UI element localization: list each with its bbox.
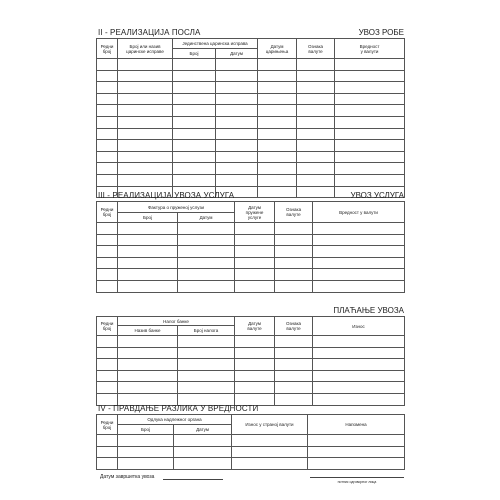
table-cell[interactable] bbox=[118, 116, 173, 128]
table-cell[interactable] bbox=[232, 435, 308, 447]
table-cell[interactable] bbox=[118, 105, 173, 117]
table-cell[interactable] bbox=[335, 174, 405, 186]
header-vrednost-u-valuti: Вредност у валути bbox=[313, 202, 405, 223]
table-cell[interactable] bbox=[173, 70, 216, 82]
table-cell[interactable] bbox=[178, 257, 235, 269]
table-cell[interactable] bbox=[118, 59, 173, 71]
table-cell[interactable] bbox=[173, 82, 216, 94]
table-cell[interactable] bbox=[118, 359, 178, 371]
section-iv-title: IV - ПРАВДАЊЕ РАЗЛИКА У ВРЕДНОСТИ bbox=[98, 404, 259, 413]
header-faktura-datum: Датум bbox=[178, 213, 235, 223]
table-cell[interactable] bbox=[235, 370, 275, 382]
table-placanje-uvoza bbox=[96, 316, 405, 406]
table-cell[interactable] bbox=[297, 70, 335, 82]
table-cell[interactable] bbox=[216, 70, 258, 82]
table-cell[interactable] bbox=[178, 280, 235, 292]
table-cell[interactable] bbox=[216, 82, 258, 94]
table-cell[interactable] bbox=[174, 435, 232, 447]
header-naziv-banke: Назив банке bbox=[118, 326, 178, 336]
table-cell[interactable] bbox=[335, 82, 405, 94]
table-cell[interactable] bbox=[97, 234, 118, 246]
table-row bbox=[97, 223, 405, 235]
header-oznaka-valute: Ознака валуте bbox=[275, 317, 313, 336]
table-cell[interactable] bbox=[97, 336, 118, 348]
table-cell[interactable] bbox=[118, 446, 174, 458]
table-row bbox=[97, 93, 405, 105]
header-vrednost-u-valuti: Вредност у валути bbox=[335, 39, 405, 59]
table-cell[interactable] bbox=[216, 128, 258, 140]
table-cell[interactable] bbox=[235, 359, 275, 371]
table-cell[interactable] bbox=[97, 370, 118, 382]
table-row bbox=[97, 174, 405, 186]
table-cell[interactable] bbox=[216, 105, 258, 117]
table-cell[interactable] bbox=[235, 269, 275, 281]
table-cell[interactable] bbox=[275, 223, 313, 235]
table-cell[interactable] bbox=[232, 446, 308, 458]
table-cell[interactable] bbox=[97, 151, 118, 163]
header-oznaka-valute: Ознака валуте bbox=[297, 39, 335, 59]
table-cell[interactable] bbox=[97, 116, 118, 128]
table-cell[interactable] bbox=[97, 163, 118, 175]
table-cell[interactable] bbox=[297, 151, 335, 163]
table-cell[interactable] bbox=[235, 347, 275, 359]
table-row bbox=[97, 336, 405, 348]
table-row bbox=[97, 234, 405, 246]
table-cell[interactable] bbox=[335, 128, 405, 140]
header-broj-naloga: Број налога bbox=[178, 326, 235, 336]
table-cell[interactable] bbox=[216, 151, 258, 163]
table-row bbox=[97, 458, 405, 470]
table-cell[interactable] bbox=[118, 82, 173, 94]
table-cell[interactable] bbox=[335, 140, 405, 152]
table-cell[interactable] bbox=[97, 280, 118, 292]
table-row bbox=[97, 105, 405, 117]
table-cell[interactable] bbox=[335, 105, 405, 117]
table-cell[interactable] bbox=[97, 458, 118, 470]
table-cell[interactable] bbox=[118, 370, 178, 382]
table-cell[interactable] bbox=[313, 223, 405, 235]
table-cell[interactable] bbox=[275, 246, 313, 258]
section-iii-title: III - РЕАЛИЗАЦИЈА УВОЗА УСЛУГА bbox=[98, 191, 235, 200]
table-cell[interactable] bbox=[178, 223, 235, 235]
table-cell[interactable] bbox=[118, 128, 173, 140]
table-cell[interactable] bbox=[313, 246, 405, 258]
table-cell[interactable] bbox=[173, 140, 216, 152]
table-cell[interactable] bbox=[178, 234, 235, 246]
table-cell[interactable] bbox=[97, 382, 118, 394]
table-cell[interactable] bbox=[174, 458, 232, 470]
table-cell[interactable] bbox=[235, 234, 275, 246]
table-cell[interactable] bbox=[174, 446, 232, 458]
table-cell[interactable] bbox=[173, 163, 216, 175]
header-iznos-u-stranoj-valuti: Износ у страној валути bbox=[232, 415, 308, 435]
table-cell[interactable] bbox=[118, 93, 173, 105]
table-cell[interactable] bbox=[275, 382, 313, 394]
table-cell[interactable] bbox=[216, 59, 258, 71]
section-ii-title: II - РЕАЛИЗАЦИЈА ПОСЛА bbox=[98, 28, 201, 37]
table-cell[interactable] bbox=[275, 234, 313, 246]
table-cell[interactable] bbox=[275, 336, 313, 348]
table-cell[interactable] bbox=[97, 223, 118, 235]
table-cell[interactable] bbox=[97, 105, 118, 117]
table-cell[interactable] bbox=[335, 163, 405, 175]
table-cell[interactable] bbox=[216, 163, 258, 175]
table-cell[interactable] bbox=[118, 163, 173, 175]
table-row bbox=[97, 116, 405, 128]
table-row bbox=[97, 359, 405, 371]
table-cell[interactable] bbox=[313, 280, 405, 292]
header-nalog-banke: Налог банке bbox=[118, 317, 235, 326]
header-odluka-broj: Број bbox=[118, 425, 174, 435]
table-cell[interactable] bbox=[118, 347, 178, 359]
header-redni-broj: Редни број bbox=[97, 415, 118, 435]
table-cell[interactable] bbox=[313, 347, 405, 359]
header-redni-broj: Редни број bbox=[97, 202, 118, 223]
table-row bbox=[97, 435, 405, 447]
table-cell[interactable] bbox=[216, 93, 258, 105]
header-oznaka-valute: Ознака валуте bbox=[275, 202, 313, 223]
table-cell[interactable] bbox=[178, 370, 235, 382]
table-cell[interactable] bbox=[97, 140, 118, 152]
table-cell[interactable] bbox=[258, 105, 297, 117]
potpis-label: потпис одговорног лица bbox=[337, 480, 377, 484]
table-cell[interactable] bbox=[308, 435, 405, 447]
header-iznos: Износ bbox=[313, 317, 405, 336]
table-cell[interactable] bbox=[178, 359, 235, 371]
table-cell[interactable] bbox=[173, 128, 216, 140]
table-cell[interactable] bbox=[97, 70, 118, 82]
table-cell[interactable] bbox=[258, 128, 297, 140]
table-section-ii bbox=[96, 38, 405, 198]
table-cell[interactable] bbox=[97, 128, 118, 140]
table-cell[interactable] bbox=[118, 458, 174, 470]
table-cell[interactable] bbox=[297, 140, 335, 152]
table-cell[interactable] bbox=[297, 128, 335, 140]
table-cell[interactable] bbox=[297, 116, 335, 128]
table-cell[interactable] bbox=[297, 82, 335, 94]
table-row bbox=[97, 70, 405, 82]
header-faktura: Фактура о пруженој услузи bbox=[118, 202, 235, 213]
table-cell[interactable] bbox=[308, 446, 405, 458]
table-cell[interactable] bbox=[97, 435, 118, 447]
table-cell[interactable] bbox=[258, 163, 297, 175]
table-cell[interactable] bbox=[297, 93, 335, 105]
table-cell[interactable] bbox=[178, 269, 235, 281]
header-datum-carinjenja: Датум царињења bbox=[258, 39, 297, 59]
header-faktura-broj: Број bbox=[118, 213, 178, 223]
table-cell[interactable] bbox=[118, 246, 178, 258]
table-cell[interactable] bbox=[335, 93, 405, 105]
datum-zavrsetka-line[interactable] bbox=[163, 479, 223, 480]
table-cell[interactable] bbox=[97, 174, 118, 186]
table-cell[interactable] bbox=[297, 163, 335, 175]
table-cell[interactable] bbox=[258, 174, 297, 186]
table-cell[interactable] bbox=[258, 59, 297, 71]
table-cell[interactable] bbox=[232, 458, 308, 470]
table-cell[interactable] bbox=[118, 382, 178, 394]
section-iii-right-title: УВОЗ УСЛУГА bbox=[350, 191, 404, 200]
table-cell[interactable] bbox=[297, 105, 335, 117]
table-cell[interactable] bbox=[118, 435, 174, 447]
header-broj-ili-naziv: Број или назив царинске исправе bbox=[118, 39, 173, 59]
table-section-iii bbox=[96, 201, 405, 293]
section-placanje-title: ПЛАЋАЊЕ УВОЗА bbox=[333, 306, 404, 315]
table-cell[interactable] bbox=[216, 140, 258, 152]
table-cell[interactable] bbox=[118, 257, 178, 269]
table-cell[interactable] bbox=[335, 151, 405, 163]
table-cell[interactable] bbox=[97, 359, 118, 371]
table-cell[interactable] bbox=[118, 174, 173, 186]
table-cell[interactable] bbox=[118, 223, 178, 235]
table-cell[interactable] bbox=[235, 223, 275, 235]
table-row bbox=[97, 347, 405, 359]
table-cell[interactable] bbox=[235, 280, 275, 292]
table-cell[interactable] bbox=[97, 446, 118, 458]
header-odluka-datum: Датум bbox=[174, 425, 232, 435]
table-cell[interactable] bbox=[173, 105, 216, 117]
table-row bbox=[97, 82, 405, 94]
table-cell[interactable] bbox=[313, 359, 405, 371]
table-cell[interactable] bbox=[97, 59, 118, 71]
header-jci-datum: Датум bbox=[216, 49, 258, 59]
table-cell[interactable] bbox=[258, 186, 297, 198]
table-row bbox=[97, 370, 405, 382]
table-cell[interactable] bbox=[275, 359, 313, 371]
table-cell[interactable] bbox=[178, 336, 235, 348]
table-row bbox=[97, 269, 405, 281]
table-cell[interactable] bbox=[216, 116, 258, 128]
table-cell[interactable] bbox=[178, 382, 235, 394]
table-row bbox=[97, 59, 405, 71]
table-cell[interactable] bbox=[275, 280, 313, 292]
table-cell[interactable] bbox=[173, 174, 216, 186]
table-cell[interactable] bbox=[258, 82, 297, 94]
table-cell[interactable] bbox=[313, 234, 405, 246]
table-cell[interactable] bbox=[118, 269, 178, 281]
table-section-iv bbox=[96, 414, 405, 470]
header-odluka: Одлука надлежног органа bbox=[118, 415, 232, 425]
table-row bbox=[97, 280, 405, 292]
table-row bbox=[97, 257, 405, 269]
table-cell[interactable] bbox=[313, 257, 405, 269]
table-cell[interactable] bbox=[275, 347, 313, 359]
table-cell[interactable] bbox=[118, 151, 173, 163]
table-cell[interactable] bbox=[173, 93, 216, 105]
table-cell[interactable] bbox=[97, 257, 118, 269]
header-napomena: Напомена bbox=[308, 415, 405, 435]
table-cell[interactable] bbox=[118, 234, 178, 246]
table-cell[interactable] bbox=[275, 393, 313, 405]
table-cell[interactable] bbox=[313, 393, 405, 405]
table-cell[interactable] bbox=[97, 93, 118, 105]
table-cell[interactable] bbox=[118, 140, 173, 152]
table-cell[interactable] bbox=[313, 336, 405, 348]
table-cell[interactable] bbox=[118, 70, 173, 82]
table-cell[interactable] bbox=[235, 246, 275, 258]
table-cell[interactable] bbox=[258, 93, 297, 105]
table-cell[interactable] bbox=[275, 257, 313, 269]
table-row bbox=[97, 140, 405, 152]
table-cell[interactable] bbox=[335, 59, 405, 71]
header-redni-broj: Редни број bbox=[97, 317, 118, 336]
table-cell[interactable] bbox=[216, 174, 258, 186]
table-cell[interactable] bbox=[313, 269, 405, 281]
table-cell[interactable] bbox=[235, 382, 275, 394]
table-cell[interactable] bbox=[297, 174, 335, 186]
section-ii-right-title: УВОЗ РОБЕ bbox=[358, 28, 404, 37]
datum-zavrsetka-label: Датум завршетка увоза bbox=[100, 474, 155, 480]
table-cell[interactable] bbox=[173, 116, 216, 128]
table-cell[interactable] bbox=[313, 370, 405, 382]
table-cell[interactable] bbox=[97, 82, 118, 94]
table-cell[interactable] bbox=[258, 70, 297, 82]
table-cell[interactable] bbox=[173, 59, 216, 71]
table-cell[interactable] bbox=[275, 370, 313, 382]
table-row bbox=[97, 382, 405, 394]
table-cell[interactable] bbox=[235, 336, 275, 348]
table-cell[interactable] bbox=[178, 347, 235, 359]
header-redni-broj: Редни број bbox=[97, 39, 118, 59]
table-cell[interactable] bbox=[275, 269, 313, 281]
table-row bbox=[97, 151, 405, 163]
table-cell[interactable] bbox=[97, 347, 118, 359]
header-jci: Јединствена царинска исправа bbox=[173, 39, 258, 49]
table-cell[interactable] bbox=[297, 59, 335, 71]
header-jci-broj: Број bbox=[173, 49, 216, 59]
table-cell[interactable] bbox=[97, 246, 118, 258]
table-cell[interactable] bbox=[118, 280, 178, 292]
table-cell[interactable] bbox=[335, 70, 405, 82]
table-row bbox=[97, 163, 405, 175]
table-row bbox=[97, 246, 405, 258]
table-cell[interactable] bbox=[335, 116, 405, 128]
table-cell[interactable] bbox=[313, 382, 405, 394]
table-row bbox=[97, 128, 405, 140]
table-cell[interactable] bbox=[178, 246, 235, 258]
table-cell[interactable] bbox=[308, 458, 405, 470]
table-cell[interactable] bbox=[235, 257, 275, 269]
table-cell[interactable] bbox=[97, 269, 118, 281]
table-cell[interactable] bbox=[118, 336, 178, 348]
header-datum-valute: Датум валуте bbox=[235, 317, 275, 336]
table-cell[interactable] bbox=[173, 151, 216, 163]
table-cell[interactable] bbox=[258, 151, 297, 163]
potpis-line[interactable] bbox=[310, 477, 404, 478]
table-cell[interactable] bbox=[258, 116, 297, 128]
header-datum-pruzene-usluge: Датум пружене услуге bbox=[235, 202, 275, 223]
table-row bbox=[97, 446, 405, 458]
table-cell[interactable] bbox=[258, 140, 297, 152]
